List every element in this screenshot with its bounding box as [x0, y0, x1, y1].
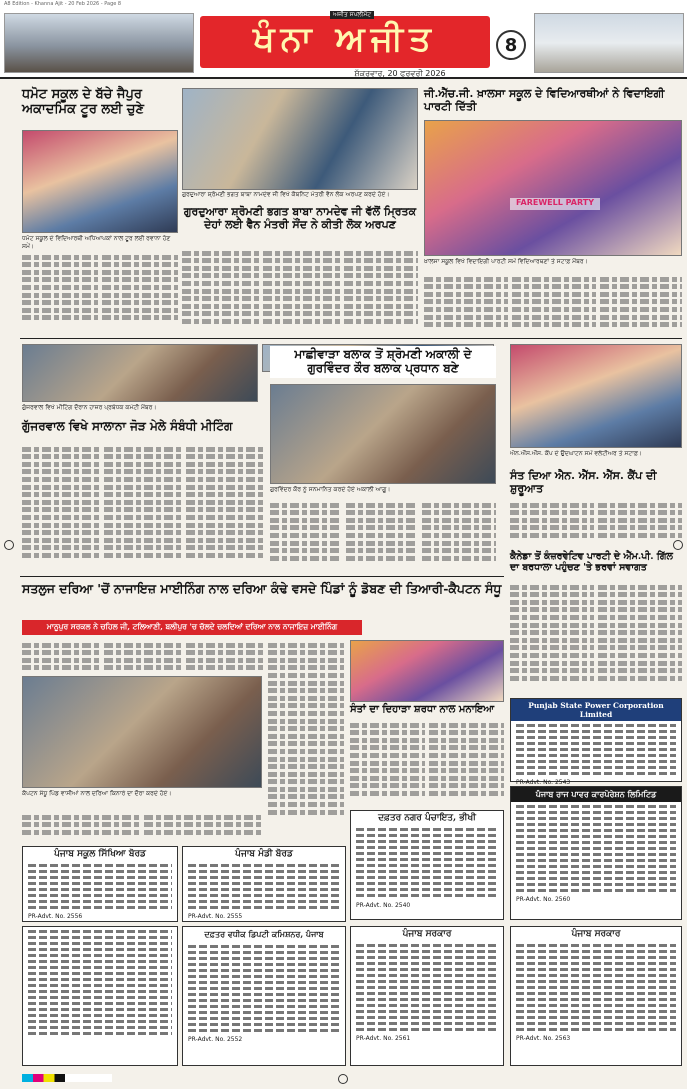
- story5-body-col1: [22, 444, 100, 572]
- story2-body-col3: [344, 248, 418, 334]
- ad-school-board-title: ਪੰਜਾਬ ਸਕੂਲ ਸਿੱਖਿਆ ਬੋਰਡ: [54, 849, 146, 859]
- story5-photo: [22, 344, 258, 402]
- story1-body-col2: [102, 252, 178, 334]
- ad-pspcl-english: [510, 698, 682, 786]
- story7-body-col1: [510, 582, 594, 694]
- ad-punjab-govt-1: [350, 926, 504, 1066]
- story3-body-col2: [512, 274, 596, 334]
- story8-photo: [22, 676, 262, 788]
- ad-pspcl-punjabi-ref: PR-Advt. No. 2560: [516, 896, 571, 903]
- story8-body-col3: [186, 640, 264, 672]
- story4-photo: [270, 384, 496, 484]
- ad-pspcl-punjabi: [510, 786, 682, 920]
- story3-photo: [424, 120, 682, 256]
- story5-body-col2: [104, 444, 182, 572]
- story9-photo: [350, 640, 504, 702]
- ad-nagar-panchayat-ref: PR-Advt. No. 2540: [356, 902, 411, 909]
- story8-body-col6: [268, 640, 344, 842]
- divider-2: [20, 576, 504, 577]
- masthead-logo: [200, 16, 490, 68]
- ad-additional-dc-ref: PR-Advt. No. 2552: [188, 1036, 243, 1043]
- ad-nagar-panchayat: [350, 810, 504, 920]
- story9-headline: ਸੰਤਾਂ ਦਾ ਦਿਹਾੜਾ ਸ਼ਰਧਾ ਨਾਲ ਮਨਾਇਆ: [350, 704, 495, 715]
- print-info: A8 Edition - Khanna Ajit - 20 Feb 2026 - Page 8: [0, 0, 687, 9]
- ad-punjab-govt-1-title: ਪੰਜਾਬ ਸਰਕਾਰ: [402, 929, 452, 939]
- ad-additional-dc-title: ਦਫ਼ਤਰ ਵਧੀਕ ਡਿਪਟੀ ਕਮਿਸ਼ਨਰ, ਪੰਜਾਬ: [204, 929, 324, 939]
- story7-body-col2: [598, 582, 682, 694]
- story6-headline: ਸੰਤ ਦਿਆ ਐਨ. ਐੱਸ. ਐੱਸ. ਕੈਂਪ ਦੀ ਸ਼ੁਰੂਆਤ: [510, 469, 657, 495]
- ad-mandi-board-title: ਪੰਜਾਬ ਮੰਡੀ ਬੋਰਡ: [235, 849, 293, 859]
- story6-photo: [510, 344, 682, 448]
- story2-photo: [182, 88, 418, 190]
- story3-caption: ਖ਼ਾਲਸਾ ਸਕੂਲ ਵਿਖੇ ਵਿਦਾਇਗੀ ਪਾਰਟੀ ਸਮੇਂ ਵਿਦਿਆਰਥਣਾਂ ਤੇ ਸਟਾਫ਼ ਮੈਂਬਰ।: [424, 258, 588, 265]
- registration-mark-bottom: [338, 1074, 348, 1084]
- story8-body-col4: [22, 812, 140, 842]
- ad-punjab-govt-2: [510, 926, 682, 1066]
- story5-caption: ਗੁੱਜਰਵਾਲ ਵਿਖੇ ਮੀਟਿੰਗ ਦੌਰਾਨ ਹਾਜ਼ਰ ਪ੍ਰਬੰਧਕ ਕਮੇਟੀ ਮੈਂਬਰ।: [22, 404, 157, 411]
- story2-caption: ਗੁਰਦੁਆਰਾ ਸ਼੍ਰੋਮਣੀ ਭਗਤ ਬਾਬਾ ਨਾਮਦੇਵ ਜੀ ਵਿਖੇ ਕੈਬਨਿਟ ਮੰਤਰੀ ਵੈਨ ਲੋਕ ਅਰਪਣ ਕਰਦੇ ਹੋਏ।: [182, 191, 390, 198]
- story6-caption: ਐਨ.ਐੱਸ.ਐੱਸ. ਕੈਂਪ ਦੇ ਉਦਘਾਟਨ ਸਮੇਂ ਵਲੰਟੀਅਰ ਤੇ ਸਟਾਫ਼।: [510, 450, 642, 457]
- story6-body-col1: [510, 500, 594, 548]
- story4-caption: ਗੁਰਵਿੰਦਰ ਕੌਰ ਨੂੰ ਸਨਮਾਨਿਤ ਕਰਦੇ ਹੋਏ ਅਕਾਲੀ ਆਗੂ।: [270, 486, 391, 493]
- story8-body-col5: [144, 812, 262, 842]
- ad-punjab-govt-1-ref: PR-Advt. No. 2561: [356, 1035, 411, 1042]
- ad-punjab-govt-2-title: ਪੰਜਾਬ ਸਰਕਾਰ: [571, 929, 621, 939]
- story9-body-col2: [429, 720, 504, 806]
- story2-body-col1: [182, 248, 259, 334]
- story8-headline: ਸਤਲੁਜ ਦਰਿਆ 'ਚੋਂ ਨਾਜਾਇਜ਼ ਮਾਈਨਿੰਗ ਨਾਲ ਦਰਿਆ ਕੰਢੇ ਵਸਦੇ ਪਿੰਡਾਂ ਨੂੰ ਡੋਬਣ ਦੀ ਤਿਆਰੀ-ਕੈਪਟਨ ਸੰਧੂ: [22, 581, 502, 596]
- story4-headline: ਮਾਛੀਵਾੜਾ ਬਲਾਕ ਤੋਂ ਸ਼੍ਰੋਮਣੀ ਅਕਾਲੀ ਦੇ ਗੁਰਵਿੰਦਰ ਕੌਰ ਬਲਾਕ ਪ੍ਰਧਾਨ ਬਣੇ: [270, 346, 496, 378]
- story3-headline: ਜੀ.ਐੱਚ.ਜੀ. ਖ਼ਾਲਸਾ ਸਕੂਲ ਦੇ ਵਿਦਿਆਰਥੀਆਂ ਨੇ ਵਿਦਾਇਗੀ ਪਾਰਟੀ ਦਿੱਤੀ: [424, 87, 665, 113]
- print-color-bar: [22, 1074, 112, 1082]
- story8-body-col1: [22, 640, 100, 672]
- registration-mark-right: [673, 540, 683, 550]
- story9-body-col1: [350, 720, 425, 806]
- registration-mark-left: [4, 540, 14, 550]
- ad-nagar-panchayat-title: ਦਫ਼ਤਰ ਨਗਰ ਪੰਚਾਇਤ, ਭੀਖੀ: [378, 813, 476, 823]
- section-tag: ਅਜੀਤ ਸਪਲੀਮੈਂਟ: [330, 11, 374, 19]
- story2-headline: ਗੁਰਦੁਆਰਾ ਸ਼੍ਰੋਮਣੀ ਭਗਤ ਬਾਬਾ ਨਾਮਦੇਵ ਜੀ ਵੱਲੋਂ ਮ੍ਰਿਤਕ ਦੇਹਾਂ ਲਈ ਵੈਨ ਮੰਤਰੀ ਸੌਂਦ ਨੇ ਕੀਤੀ ਲੋਕ ਅਰਪਣ: [183, 205, 417, 231]
- masthead-photo-right: [534, 13, 684, 73]
- story8-body-col2: [104, 640, 182, 672]
- ad-mandi-board: [182, 846, 346, 922]
- story1-body-col1: [22, 252, 98, 334]
- story8-caption: ਕੈਪਟਨ ਸੰਧੂ ਪਿੰਡ ਵਾਸੀਆਂ ਨਾਲ ਦਰਿਆ ਕਿਨਾਰੇ ਦਾ ਦੌਰਾ ਕਰਦੇ ਹੋਏ।: [22, 790, 172, 797]
- story5-headline: ਗੁੱਜਰਵਾਲ ਵਿਖੇ ਸਾਲਾਨਾ ਜੋੜ ਮੇਲੇ ਸੰਬੰਧੀ ਮੀਟਿੰਗ: [22, 419, 233, 433]
- divider-1: [20, 338, 682, 339]
- ad-punjab-govt-2-ref: PR-Advt. No. 2563: [516, 1035, 571, 1042]
- story8-subhead: ਮਾਨੂਪੁਰ ਸਰਕਲ ਨੇ ਚਹਿਲ ਜੀ, ਟਲਿਆਣੀ, ਬਲੀਪੁਰ 'ਚ ਚੱਲਦੇ ਚਲਦਿਆਂ ਦਰਿਆ ਨਾਲ ਨਾਜਾਇਜ਼ ਮਾਈਨਿੰਗ: [22, 620, 362, 635]
- story1-caption: ਧਮੋਟ ਸਕੂਲ ਦੇ ਵਿਦਿਆਰਥੀ ਅਧਿਆਪਕਾਂ ਨਾਲ ਟੂਰ ਲਈ ਰਵਾਨਾ ਹੋਣ ਸਮੇਂ।: [22, 235, 171, 249]
- ad-pspcl-english-title: Punjab State Power Corporation Limited: [511, 699, 681, 721]
- dateline: ਸ਼ੁੱਕਰਵਾਰ, 20 ਫਰਵਰੀ 2026: [354, 69, 446, 78]
- story3-body-col1: [424, 274, 508, 334]
- ad-school-board-ref: PR-Advt. No. 2556: [28, 913, 83, 920]
- ad-notice-left: [22, 926, 178, 1066]
- story1-photo: [22, 130, 178, 233]
- story7-headline: ਕੈਨੇਡਾ ਤੋਂ ਕੰਜ਼ਰਵੇਟਿਵ ਪਾਰਟੀ ਦੇ ਐੱਮ.ਪੀ. ਗਿੱਲ ਦਾ ਬਰਧਾਲਾ ਪਹੁੰਚਣ 'ਤੇ ਭਰਵਾਂ ਸਵਾਗਤ: [510, 551, 673, 573]
- story3-photo-label: FAREWELL PARTY: [510, 198, 600, 210]
- ad-pspcl-english-ref: PR-Advt. No. 2543: [516, 779, 571, 786]
- story4-body-col3: [422, 500, 496, 572]
- story6-body-col2: [598, 500, 682, 548]
- masthead-title: ਖੰਨਾ ਅਜੀਤ: [253, 19, 437, 59]
- story5-body-col3: [186, 444, 264, 572]
- story3-body-col3: [600, 274, 682, 334]
- ad-additional-dc: [182, 926, 346, 1066]
- masthead-photo-left: [4, 13, 194, 73]
- ad-school-board: [22, 846, 178, 922]
- ad-pspcl-punjabi-title: ਪੰਜਾਬ ਰਾਜ ਪਾਵਰ ਕਾਰਪੋਰੇਸ਼ਨ ਲਿਮਿਟਿਡ: [511, 787, 681, 802]
- page-number: 8: [496, 30, 526, 60]
- story4-body-col2: [346, 500, 418, 572]
- story1-headline: ਧਮੋਟ ਸਕੂਲ ਦੇ ਬੱਚੇ ਜੈਪੁਰ ਅਕਾਦਮਿਕ ਟੂਰ ਲਈ ਚੁਣੇ: [22, 87, 145, 117]
- story2-body-col2: [263, 248, 340, 334]
- story4-body-col1: [270, 500, 342, 572]
- ad-mandi-board-ref: PR-Advt. No. 2555: [188, 913, 243, 920]
